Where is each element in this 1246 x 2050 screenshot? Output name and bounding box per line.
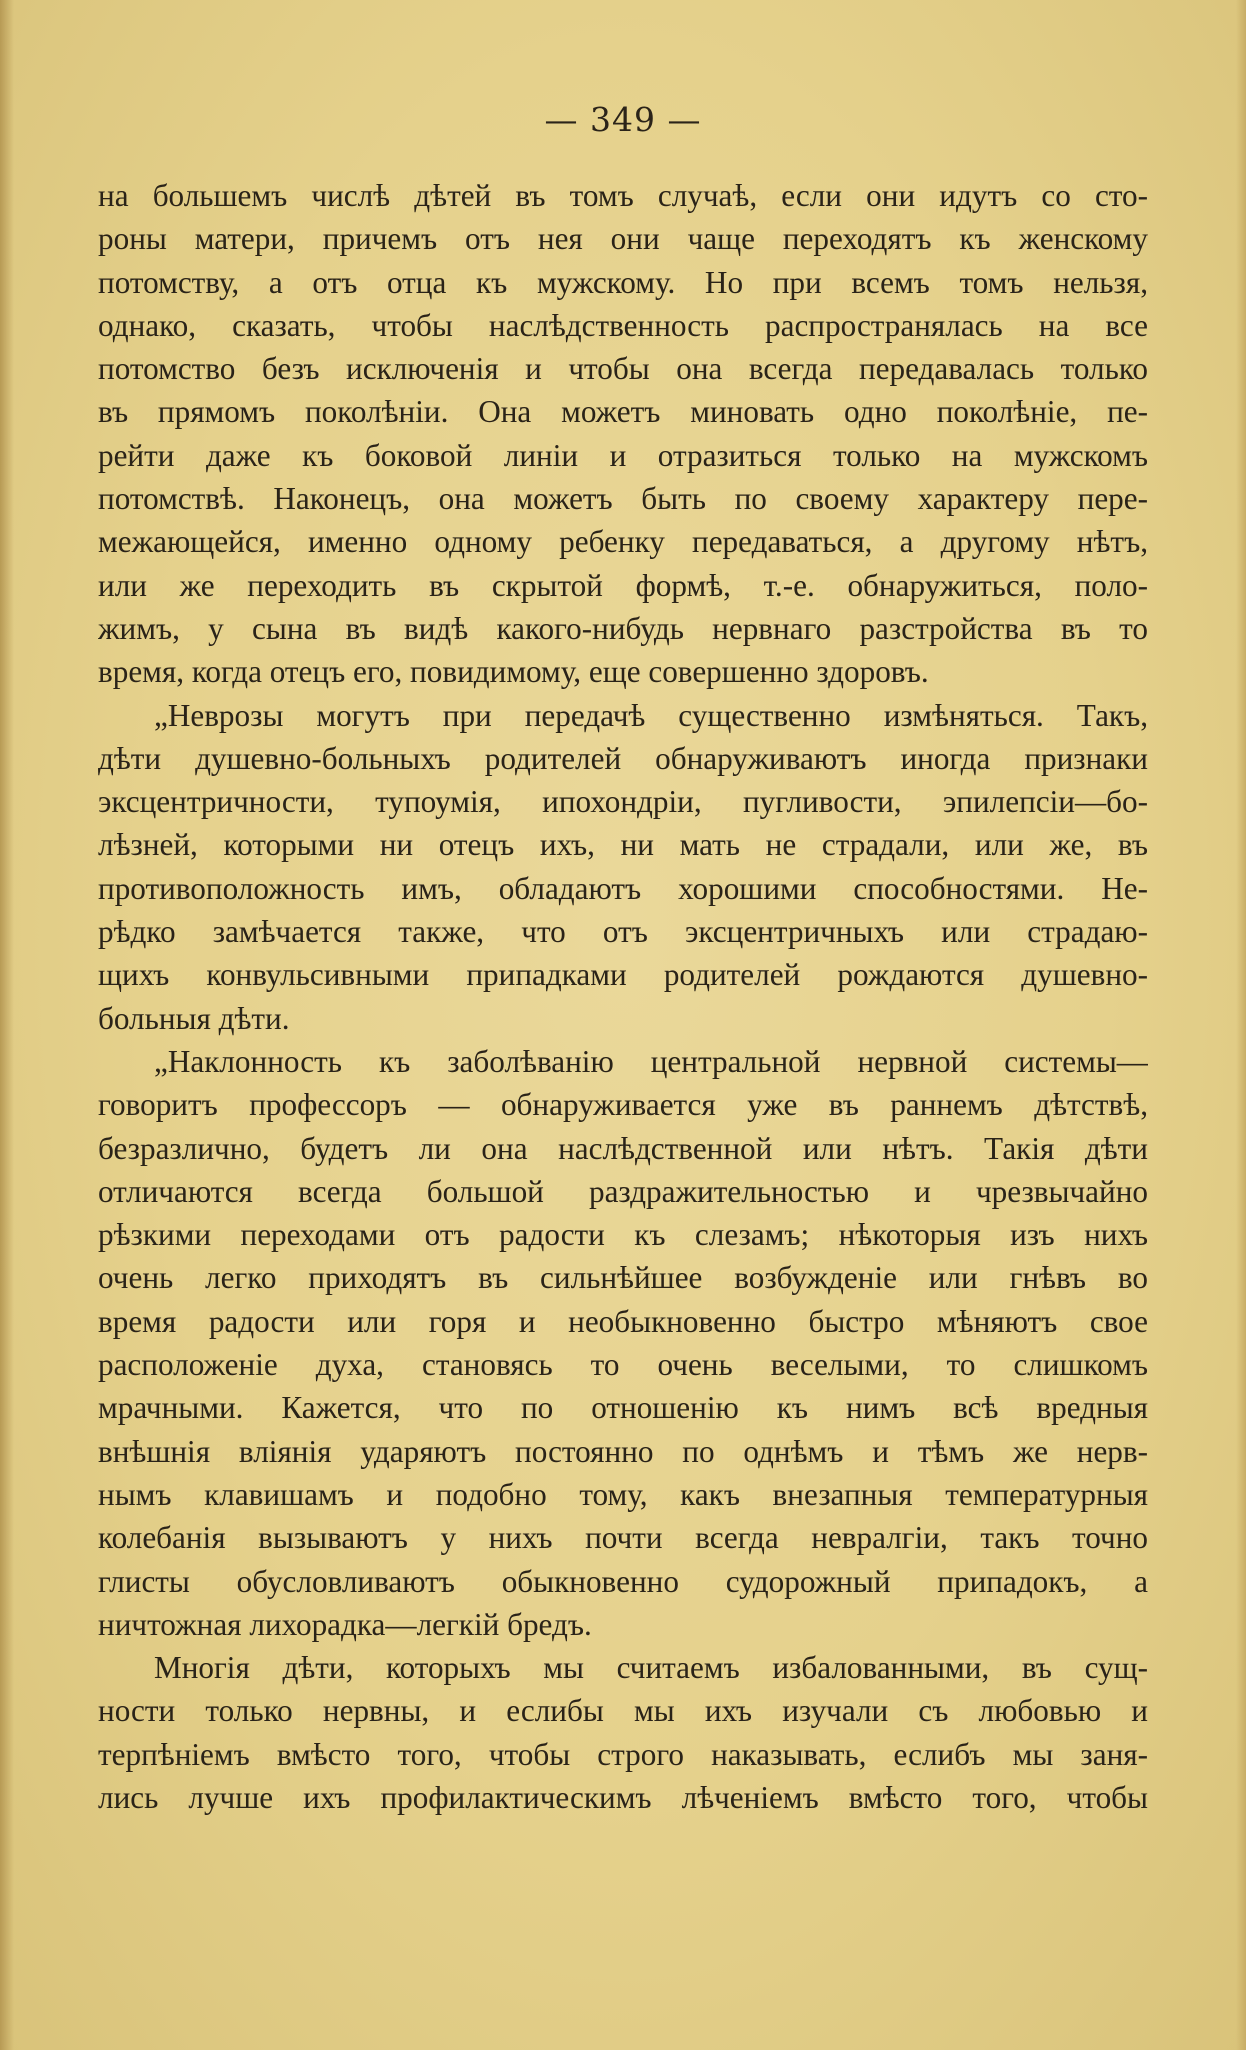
text-line: потомству, а отъ отца къ мужскому. Но при всемъ томъ нельзя, — [98, 264, 1148, 300]
text-line: эксцентричности, тупоумія, ипохондріи, пугливости, эпилепсіи—бо- — [98, 784, 1148, 820]
text-line: больныя дѣти. — [98, 1000, 290, 1036]
text-line: однако, сказать, чтобы наслѣдственность распространялась на все — [98, 307, 1148, 343]
text-line: говоритъ профессоръ — обнаруживается уже въ раннемъ дѣтствѣ, — [98, 1087, 1148, 1123]
text-line: въ прямомъ поколѣніи. Она можетъ миновать одно поколѣніе, пе- — [98, 394, 1148, 430]
text-line: жимъ, у сына въ видѣ какого-нибудь нервнаго разстройства въ то — [98, 610, 1148, 646]
text-line: или же переходить въ скрытой формѣ, т.-е. обнаружиться, поло- — [98, 567, 1148, 603]
text-line: лѣзней, которыми ни отецъ ихъ, ни мать не страдали, или же, въ — [98, 827, 1148, 863]
text-line: щихъ конвульсивными припадками родителей рождаются душевно- — [98, 957, 1148, 993]
text-line: на большемъ числѣ дѣтей въ томъ случаѣ, если они идутъ со сто- — [98, 178, 1148, 213]
text-line: рейти даже къ боковой линіи и отразиться только на мужскомъ — [98, 437, 1148, 473]
text-line: „Наклонность къ заболѣванію центральной нервной системы— — [154, 1043, 1148, 1079]
text-line: нымъ клавишамъ и подобно тому, какъ внезапныя температурныя — [98, 1476, 1148, 1512]
text-line: „Неврозы могутъ при передачѣ существенно измѣняться. Такъ, — [154, 697, 1148, 733]
text-line: роны матери, причемъ отъ нея они чаще переходятъ къ женскому — [98, 221, 1148, 257]
page-edge-left — [0, 0, 14, 2050]
page-number: — 349 — — [544, 100, 702, 139]
text-line: потомствѣ. Наконецъ, она можетъ быть по своему характеру пере- — [98, 481, 1148, 517]
text-line: межающейся, именно одному ребенку передаваться, а другому нѣтъ, — [98, 524, 1148, 560]
page-edge-right — [1236, 0, 1246, 2050]
text-line: колебанія вызываютъ у нихъ почти всегда невралгіи, такъ точно — [98, 1520, 1148, 1556]
text-line: потомство безъ исключенія и чтобы она всегда передавалась только — [98, 351, 1148, 387]
text-line: время, когда отецъ его, повидимому, еще совершенно здоровъ. — [98, 654, 929, 690]
text-line: очень легко приходятъ въ сильнѣйшее возбужденіе или гнѣвъ во — [98, 1260, 1148, 1296]
text-line: Многія дѣти, которыхъ мы считаемъ избалованными, въ сущ- — [154, 1650, 1148, 1686]
text-line: отличаются всегда большой раздражительностью и чрезвычайно — [98, 1173, 1148, 1209]
text-line: рѣдко замѣчается также, что отъ эксцентричныхъ или страдаю- — [98, 914, 1148, 950]
text-line: ничтожная лихорадка—легкій бредъ. — [98, 1606, 592, 1642]
text-line: глисты обусловливаютъ обыкновенно судорожный припадокъ, а — [98, 1563, 1148, 1599]
text-line: безразлично, будетъ ли она наслѣдственной или нѣтъ. Такія дѣти — [98, 1130, 1148, 1166]
text-line: расположеніе духа, становясь то очень веселыми, то слишкомъ — [98, 1347, 1148, 1383]
text-line: дѣти душевно-больныхъ родителей обнаруживаютъ иногда признаки — [98, 740, 1148, 776]
body-text — [98, 174, 1148, 1819]
text-line: внѣшнія вліянія ударяютъ постоянно по однѣмъ и тѣмъ же нерв- — [98, 1433, 1148, 1469]
text-line: время радости или горя и необыкновенно быстро мѣняютъ свое — [98, 1303, 1148, 1339]
text-line: терпѣніемъ вмѣсто того, чтобы строго наказывать, еслибъ мы заня- — [98, 1736, 1148, 1772]
text-line: противоположность имъ, обладаютъ хорошими способностями. Не- — [98, 870, 1148, 906]
text-line: ности только нервны, и еслибы мы ихъ изучали съ любовью и — [98, 1693, 1148, 1729]
text-line: рѣзкими переходами отъ радости къ слезамъ; нѣкоторыя изъ нихъ — [98, 1217, 1148, 1253]
text-line: лись лучше ихъ профилактическимъ лѣченіемъ вмѣсто того, чтобы — [98, 1779, 1148, 1815]
text-line: мрачными. Кажется, что по отношенію къ нимъ всѣ вредныя — [98, 1390, 1148, 1426]
